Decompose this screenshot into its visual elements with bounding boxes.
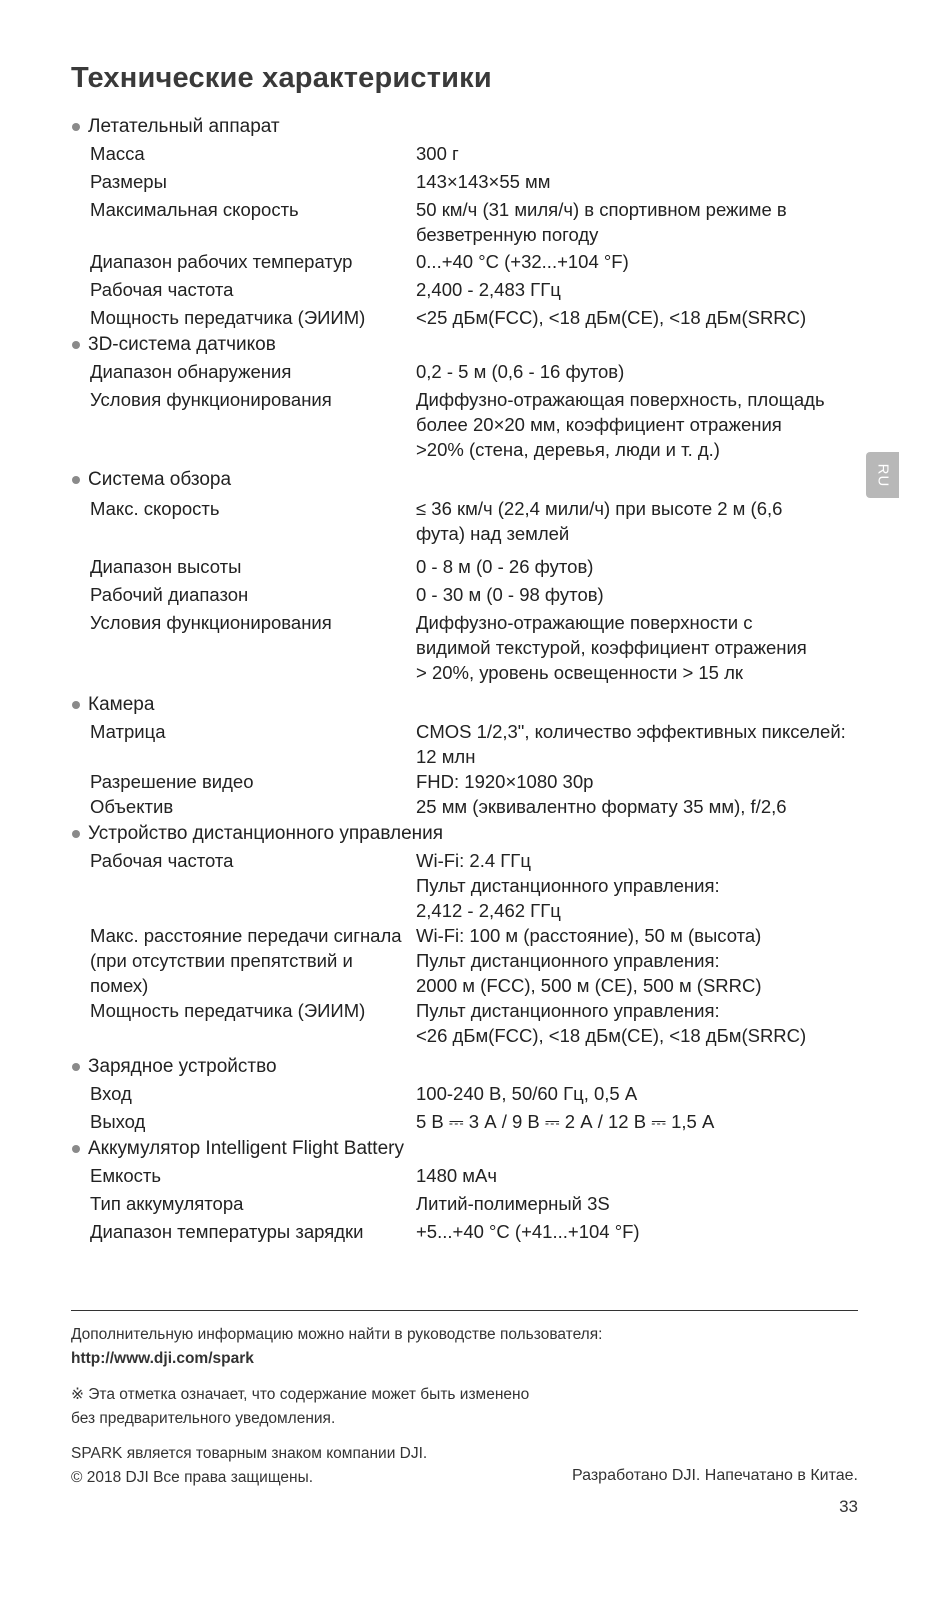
spec-value: 100-240 В, 50/60 Гц, 0,5 А bbox=[416, 1083, 638, 1104]
spec-row bbox=[71, 923, 871, 998]
section-heading bbox=[71, 465, 871, 494]
spec-row bbox=[71, 1081, 871, 1106]
spec-label: Тип аккумулятора bbox=[90, 1193, 244, 1214]
copyright-text: © 2018 DJI Все права защищены. bbox=[71, 1469, 314, 1486]
spec-row bbox=[71, 1191, 871, 1216]
footer-divider bbox=[71, 1310, 858, 1311]
spec-value: 0,2 - 5 м (0,6 - 16 футов) bbox=[416, 361, 625, 382]
spec-value: 0...+40 °C (+32...+104 °F) bbox=[416, 251, 629, 272]
section-heading bbox=[71, 330, 871, 359]
notice-line-2: без предварительного уведомления. bbox=[71, 1410, 336, 1427]
notice-line-1: ※ Эта отметка означает, что содержание может быть изменено bbox=[71, 1386, 530, 1403]
section-heading-label: Аккумулятор Intelligent Flight Battery bbox=[88, 1137, 404, 1159]
spec-row bbox=[71, 305, 871, 330]
spec-row bbox=[71, 496, 871, 546]
bullet-icon bbox=[72, 1063, 80, 1071]
bullet-icon bbox=[72, 476, 80, 484]
section-heading bbox=[71, 1134, 871, 1163]
spec-label: Диапазон высоты bbox=[90, 556, 242, 577]
spec-row bbox=[71, 769, 871, 794]
bullet-icon bbox=[72, 1145, 80, 1153]
footer-legal bbox=[71, 1442, 427, 1490]
section-heading bbox=[71, 690, 871, 719]
spec-section-remote-controller bbox=[71, 819, 871, 1048]
section-heading bbox=[71, 819, 871, 848]
spec-label: Емкость bbox=[90, 1165, 162, 1186]
spec-label: Диапазон рабочих температур bbox=[90, 251, 353, 272]
bullet-icon bbox=[72, 341, 80, 349]
spec-row bbox=[71, 387, 871, 462]
section-heading-label: Камера bbox=[88, 693, 155, 715]
spec-row bbox=[71, 1163, 871, 1188]
spec-value: 300 г bbox=[416, 143, 459, 164]
spec-label: Мощность передатчика (ЭИИМ) bbox=[90, 307, 366, 328]
spec-label: Макс. скорость bbox=[90, 498, 220, 519]
spec-value: Пульт дистанционного управления: <26 дБм(FCC), <18 дБм(CE), <18 дБм(SRRC) bbox=[416, 1000, 807, 1046]
footer-notice bbox=[71, 1383, 529, 1431]
spec-value: Литий-полимерный 3S bbox=[416, 1193, 610, 1214]
spec-label: Условия функционирования bbox=[90, 389, 332, 410]
bullet-icon bbox=[72, 701, 80, 709]
spec-label: Матрица bbox=[90, 721, 166, 742]
spec-label: Максимальная скорость bbox=[90, 199, 299, 220]
spec-row bbox=[71, 848, 871, 923]
spec-row bbox=[71, 794, 871, 819]
spec-label: Диапазон температуры зарядки bbox=[90, 1221, 364, 1242]
spec-section-camera bbox=[71, 690, 871, 819]
spec-label: Выход bbox=[90, 1111, 146, 1132]
spec-label: Размеры bbox=[90, 171, 167, 192]
support-link[interactable]: http://www.dji.com/spark bbox=[71, 1350, 254, 1367]
spec-label: Рабочий диапазон bbox=[90, 584, 249, 605]
section-heading bbox=[71, 112, 871, 141]
spec-value: Wi-Fi: 100 м (расстояние), 50 м (высота) Пульт дистанционного управления: 2000 м (FCC), 500 м (CE), 500 м (SRRC) bbox=[416, 925, 762, 996]
page-number: 33 bbox=[839, 1497, 858, 1516]
trademark-text: SPARK является товарным знаком компании DJI. bbox=[71, 1445, 428, 1462]
spec-value: 0 - 8 м (0 - 26 футов) bbox=[416, 556, 594, 577]
section-heading-label: Система обзора bbox=[88, 468, 232, 490]
spec-row bbox=[71, 719, 871, 769]
section-heading-label: Зарядное устройство bbox=[88, 1055, 277, 1077]
spec-value: +5...+40 °C (+41...+104 °F) bbox=[416, 1221, 640, 1242]
spec-value: 25 мм (эквивалентно формату 35 мм), f/2,6 bbox=[416, 796, 787, 817]
spec-section-aircraft bbox=[71, 112, 871, 330]
spec-value: Диффузно-отражающие поверхности с видимой текстурой, коэффициент отражения > 20%, уровень освещенности > 15 лк bbox=[416, 612, 807, 683]
spec-label: Рабочая частота bbox=[90, 850, 234, 871]
spec-row bbox=[71, 169, 871, 194]
spec-value: <25 дБм(FCC), <18 дБм(CE), <18 дБм(SRRC) bbox=[416, 307, 807, 328]
page-title: Технические характеристики bbox=[71, 62, 492, 94]
spec-row bbox=[71, 1109, 871, 1134]
spec-section-3d-sensing bbox=[71, 330, 871, 462]
section-heading bbox=[71, 1052, 871, 1081]
spec-row bbox=[71, 582, 871, 607]
spec-section-battery bbox=[71, 1134, 871, 1244]
printed-in-text: Разработано DJI. Напечатано в Китае. bbox=[571, 1467, 858, 1484]
spec-label: Разрешение видео bbox=[90, 771, 254, 792]
spec-section-charger bbox=[71, 1052, 871, 1134]
section-heading-label: Устройство дистанционного управления bbox=[88, 822, 444, 844]
spec-row bbox=[71, 197, 871, 247]
spec-row bbox=[71, 249, 871, 274]
spec-section-vision-system bbox=[71, 465, 871, 685]
spec-value: 50 км/ч (31 миля/ч) в спортивном режиме в безветренную погоду bbox=[416, 199, 787, 245]
bullet-icon bbox=[72, 123, 80, 131]
spec-row bbox=[71, 277, 871, 302]
spec-value: 2,400 - 2,483 ГГц bbox=[416, 279, 561, 300]
spec-value: CMOS 1/2,3", количество эффективных пикселей: 12 млн bbox=[416, 721, 846, 767]
spec-row bbox=[71, 1219, 871, 1244]
spec-label: Диапазон обнаружения bbox=[90, 361, 292, 382]
spec-value: ≤ 36 км/ч (22,4 мили/ч) при высоте 2 м (6,6 фута) над землей bbox=[416, 498, 783, 544]
spec-row bbox=[71, 141, 871, 166]
bullet-icon bbox=[72, 830, 80, 838]
spec-label: Масса bbox=[90, 143, 145, 164]
spec-label: Объектив bbox=[90, 796, 174, 817]
spec-row bbox=[71, 610, 871, 685]
spec-value: FHD: 1920×1080 30p bbox=[416, 771, 594, 792]
section-heading-label: 3D-система датчиков bbox=[88, 333, 276, 355]
more-info-text: Дополнительную информацию можно найти в руководстве пользователя: bbox=[71, 1326, 603, 1343]
spec-value: 143×143×55 мм bbox=[416, 171, 551, 192]
language-tab-label: RU bbox=[873, 463, 891, 487]
footer-more-info bbox=[71, 1323, 602, 1371]
spec-value: Диффузно-отражающая поверхность, площадь более 20×20 мм, коэффициент отражения >20% (стена, деревья, люди и т. д.) bbox=[416, 389, 825, 460]
spec-label: Макс. расстояние передачи сигнала (при отсутствии препятствий и помех) bbox=[90, 925, 402, 996]
spec-value: 0 - 30 м (0 - 98 футов) bbox=[416, 584, 604, 605]
spec-label: Рабочая частота bbox=[90, 279, 234, 300]
spec-row bbox=[71, 998, 871, 1048]
spec-list bbox=[71, 112, 871, 1244]
section-heading-label: Летательный аппарат bbox=[88, 115, 280, 137]
spec-row bbox=[71, 554, 871, 579]
spec-value: Wi-Fi: 2.4 ГГц Пульт дистанционного управления: 2,412 - 2,462 ГГц bbox=[416, 850, 720, 921]
spec-label: Вход bbox=[90, 1083, 132, 1104]
spec-value: 5 В ⎓ 3 А / 9 В ⎓ 2 А / 12 В ⎓ 1,5 А bbox=[416, 1111, 715, 1132]
spec-value: 1480 мАч bbox=[416, 1165, 497, 1186]
spec-label: Условия функционирования bbox=[90, 612, 332, 633]
spec-row bbox=[71, 359, 871, 384]
spec-label: Мощность передатчика (ЭИИМ) bbox=[90, 1000, 366, 1021]
